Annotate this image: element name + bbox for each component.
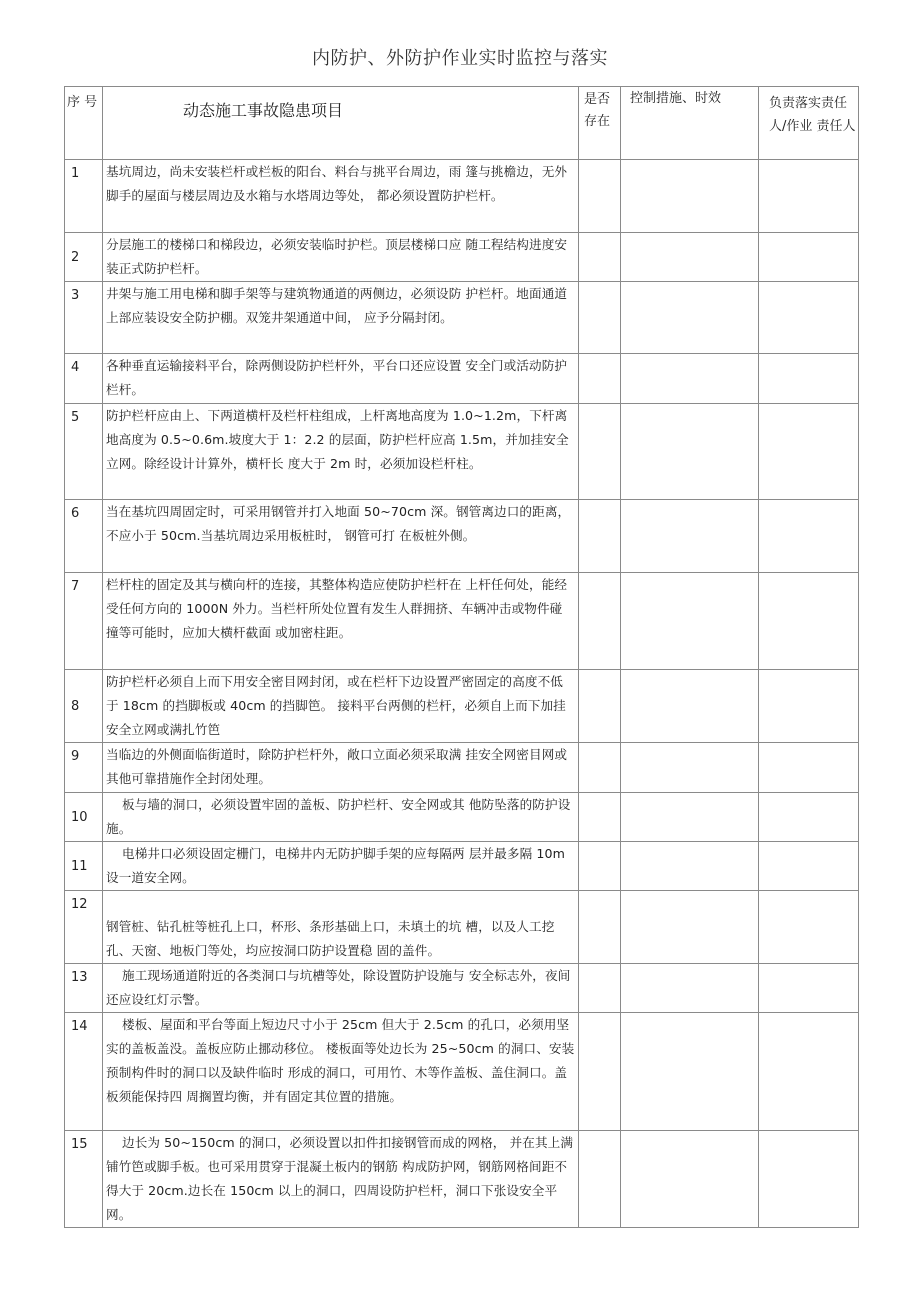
cell-control	[621, 891, 759, 964]
row-text: 当临边的外侧面临街道时，除防护栏杆外，敞口立面必须采取满 挂安全网密目网或其他可靠措施作全封闭处理。	[103, 743, 579, 793]
page-title: 内防护、外防护作业实时监控与落实	[312, 48, 608, 69]
table-row	[65, 233, 859, 282]
cell-control	[621, 793, 759, 842]
row-num: 13	[65, 964, 103, 1013]
header-control: 控制措施、时效	[621, 87, 759, 160]
cell-exist	[579, 670, 621, 743]
table-row	[65, 743, 859, 793]
row-num: 2	[65, 233, 103, 282]
row-text: 电梯井口必须设固定栅门，电梯井内无防护脚手架的应每隔两 层并最多隔 10m 设一道安全网。	[103, 842, 579, 891]
row-num: 15	[65, 1131, 103, 1228]
row-text: 基坑周边，尚未安装栏杆或栏板的阳台、料台与挑平台周边，雨 篷与挑檐边，无外脚手的屋面与楼层周边及水箱与水塔周边等处， 都必须设置防护栏杆。	[103, 160, 579, 233]
header-item: 动态施工事故隐患项目	[103, 87, 579, 160]
row-num: 4	[65, 354, 103, 404]
cell-exist	[579, 964, 621, 1013]
cell-responsible	[759, 354, 859, 404]
cell-control	[621, 233, 759, 282]
table-row	[65, 842, 859, 891]
cell-control	[621, 354, 759, 404]
row-num: 6	[65, 500, 103, 573]
table-row	[65, 793, 859, 842]
row-num: 8	[65, 670, 103, 743]
row-text: 栏杆柱的固定及其与横向杆的连接，其整体构造应使防护栏杆在 上杆任何处，能经受任何方向的 1000N 外力。当栏杆所处位置有发生人群拥挤、车辆冲击或物件碰撞等可能时，应加大横杆截面 或加密柱距。	[103, 573, 579, 670]
cell-responsible	[759, 500, 859, 573]
row-text: 施工现场通道附近的各类洞口与坑槽等处，除设置防护设施与 安全标志外，夜间还应设红灯示警。	[103, 964, 579, 1013]
cell-control	[621, 282, 759, 354]
row-text: 井架与施工用电梯和脚手架等与建筑物通道的两侧边，必须设防 护栏杆。地面通道上部应装设安全防护棚。双笼井架通道中间， 应予分隔封闭。	[103, 282, 579, 354]
cell-control	[621, 964, 759, 1013]
row-num: 14	[65, 1013, 103, 1131]
cell-exist	[579, 842, 621, 891]
row-text: 边长为 50~150cm 的洞口，必须设置以扣件扣接钢管而成的网格， 并在其上满铺竹笆或脚手板。也可采用贯穿于混凝土板内的钢筋 构成防护网，钢筋网格间距不得大于 20cm.边长在 150cm 以上的洞口，四周设防护栏杆，洞口下张设安全平网。	[103, 1131, 579, 1228]
row-text: 楼板、屋面和平台等面上短边尺寸小于 25cm 但大于 2.5cm 的孔口，必须用坚实的盖板盖没。盖板应防止挪动移位。 楼板面等处边长为 25~50cm 的洞口、安装预制构件时的洞口以及缺件临时 形成的洞口，可用竹、木等作盖板、盖住洞口。盖板须能保持四 周搁置均衡，并有固定其位置的措施。	[103, 1013, 579, 1131]
cell-exist	[579, 573, 621, 670]
cell-exist	[579, 743, 621, 793]
cell-responsible	[759, 573, 859, 670]
cell-exist	[579, 500, 621, 573]
row-num: 3	[65, 282, 103, 354]
cell-exist	[579, 233, 621, 282]
cell-responsible	[759, 1131, 859, 1228]
row-num: 7	[65, 573, 103, 670]
table-row	[65, 500, 859, 573]
cell-responsible	[759, 282, 859, 354]
table-row	[65, 573, 859, 670]
cell-responsible	[759, 160, 859, 233]
cell-responsible	[759, 404, 859, 500]
cell-control	[621, 160, 759, 233]
cell-exist	[579, 1013, 621, 1131]
table-row	[65, 670, 859, 743]
hazard-table	[64, 86, 859, 1228]
cell-responsible	[759, 793, 859, 842]
cell-responsible	[759, 842, 859, 891]
table-row	[65, 964, 859, 1013]
cell-control	[621, 500, 759, 573]
cell-responsible	[759, 1013, 859, 1131]
header-num: 序 号	[65, 87, 103, 160]
row-text: 防护栏杆必须自上而下用安全密目网封闭，或在栏杆下边设置严密固定的高度不低于 18cm 的挡脚板或 40cm 的挡脚笆。 接料平台两侧的栏杆，必须自上而下加挂安全立网或满扎竹笆	[103, 670, 579, 743]
header-exist: 是否存在	[579, 87, 621, 160]
cell-exist	[579, 1131, 621, 1228]
row-num: 10	[65, 793, 103, 842]
cell-control	[621, 1131, 759, 1228]
cell-responsible	[759, 670, 859, 743]
table-row	[65, 1131, 859, 1228]
cell-exist	[579, 282, 621, 354]
table-row	[65, 282, 859, 354]
cell-control	[621, 573, 759, 670]
row-text: 钢管桩、钻孔桩等桩孔上口，杯形、条形基础上口，未填土的坑 槽，以及人工挖孔、天窗、地板门等处，均应按洞口防护设置稳 固的盖件。	[103, 891, 579, 964]
cell-exist	[579, 160, 621, 233]
cell-exist	[579, 891, 621, 964]
row-text: 板与墙的洞口，必须设置牢固的盖板、防护栏杆、安全网或其 他防坠落的防护设施。	[103, 793, 579, 842]
table-row	[65, 354, 859, 404]
table-row	[65, 891, 859, 964]
cell-control	[621, 404, 759, 500]
cell-responsible	[759, 743, 859, 793]
row-text: 防护栏杆应由上、下两道横杆及栏杆柱组成，上杆离地高度为 1.0~1.2m，下杆离地高度为 0.5~0.6m.坡度大于 1：2.2 的层面，防护栏杆应高 1.5m，并加挂安全立网。除经设计计算外，横杆长 度大于 2m 时，必须加设栏杆柱。	[103, 404, 579, 500]
row-text: 当在基坑四周固定时，可采用钢管并打入地面 50~70cm 深。钢管离边口的距离，不应小于 50cm.当基坑周边采用板桩时， 钢管可打 在板桩外侧。	[103, 500, 579, 573]
row-num: 11	[65, 842, 103, 891]
row-text: 各种垂直运输接料平台，除两侧设防护栏杆外，平台口还应设置 安全门或活动防护栏杆。	[103, 354, 579, 404]
cell-control	[621, 670, 759, 743]
header-responsible: 负责落实责任人/作业 责任人	[759, 87, 859, 160]
table-row	[65, 1013, 859, 1131]
cell-exist	[579, 404, 621, 500]
cell-control	[621, 842, 759, 891]
cell-responsible	[759, 233, 859, 282]
cell-control	[621, 743, 759, 793]
row-num: 1	[65, 160, 103, 233]
cell-exist	[579, 793, 621, 842]
cell-control	[621, 1013, 759, 1131]
row-num: 12	[65, 891, 103, 964]
cell-responsible	[759, 964, 859, 1013]
table-header	[65, 87, 859, 160]
row-num: 5	[65, 404, 103, 500]
row-num: 9	[65, 743, 103, 793]
table-row	[65, 160, 859, 233]
table-row	[65, 404, 859, 500]
cell-responsible	[759, 891, 859, 964]
cell-exist	[579, 354, 621, 404]
row-text: 分层施工的楼梯口和梯段边，必须安装临时护栏。顶层楼梯口应 随工程结构进度安装正式防护栏杆。	[103, 233, 579, 282]
